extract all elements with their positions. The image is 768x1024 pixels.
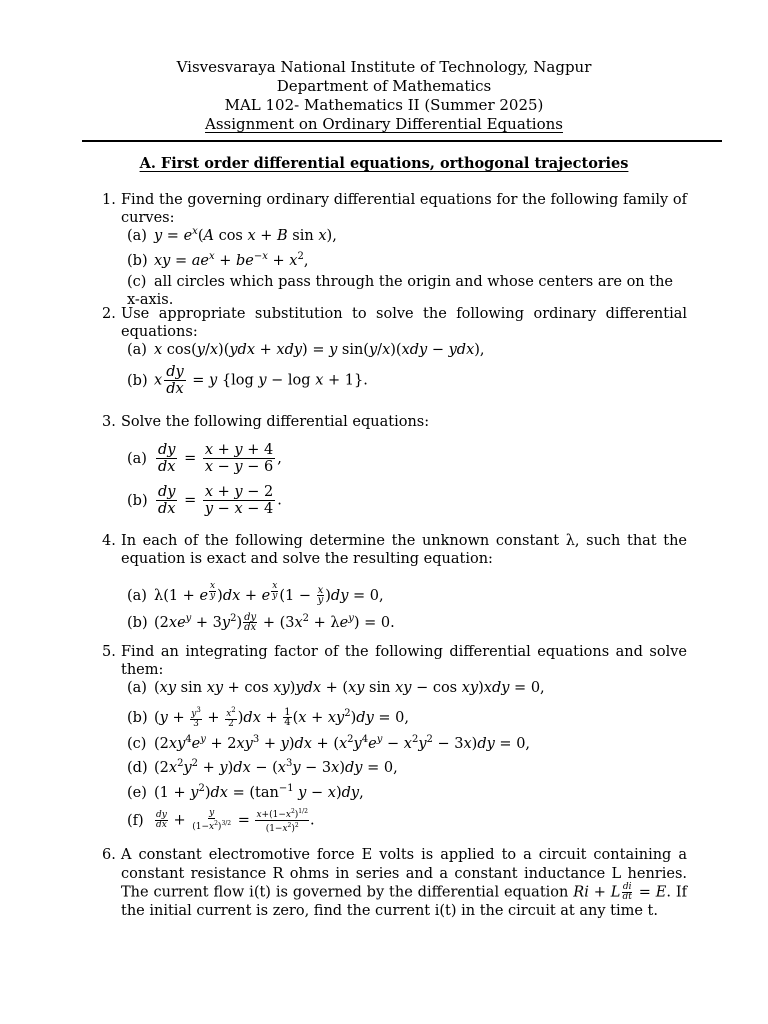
q4-item-a: (a) λ(1 + e $^{\frac{x}{y}}$ )dx + e $^{\frac{x}{y}}$ (1 − $\frac{x}{y}$ )dy = 0, bbox=[127, 581, 384, 607]
q2-item-a: (a) x cos(y/x)(ydx + xdy) = y sin(y/x)(xdy − ydx), bbox=[127, 342, 485, 358]
header-rule bbox=[82, 140, 722, 142]
q3-item-b: (b) $\frac{dy}{dx}$ = $\frac{x + y - 2}{y - x - 4}$ . bbox=[127, 484, 282, 517]
q3-item-a: (a) $\frac{dy}{dx}$ = $\frac{x + y + 4}{x - y - 6}$ , bbox=[127, 442, 282, 475]
question-3: 3. Solve the following differential equations: bbox=[102, 413, 687, 431]
department-name: Department of Mathematics bbox=[276, 77, 492, 95]
q5-item-f: (f) $\frac{dy}{dx}$ + $\frac{y}{(1-x^2)^{3/2}}$ = $\frac{x+(1-x^2)^{1/2}}{(1-x^2)^2}$ . bbox=[127, 808, 315, 834]
q1-item-c: (c) all circles which pass through the origin and whose centers are on the x-axis. bbox=[127, 274, 674, 308]
question-6: 6. A constant electromotive force E volts is applied to a circuit containing a constant resistance R ohms in series and a constant inductance L henries. The current flow i(t) is governed by the differential equation Ri + L $\frac{di}{dt}$ = E. If the initial current is zero, find the current i(t) in the circuit at any time t. bbox=[102, 847, 687, 919]
question-5-text: Find an integrating factor of the following differential equations and solve them: bbox=[121, 644, 687, 678]
q4-item-b: (b) $(2xe^y + 3y^2)$ $\frac{dy}{dx}$ + $(3x^2 + \lambda e^y) = 0$. bbox=[127, 612, 395, 634]
question-1: 1. Find the governing ordinary differential equations for the following family of curves: bbox=[102, 192, 687, 226]
section-a-heading: A. First order differential equations, orthogonal trajectories bbox=[139, 155, 629, 172]
question-4-text: In each of the following determine the unknown constant λ, such that the equation is exact and solve the resulting equation: bbox=[121, 533, 687, 567]
question-6-text: A constant electromotive force E volts is applied to a circuit containing a constant resistance R ohms in series and a constant inductance L henries. The current flow i(t) is governed by the differential equation Ri + L $\frac{di}{dt}$ = E. If the initial current is zero, find the current i(t) in the circuit at any time t. bbox=[121, 847, 687, 919]
document-header bbox=[0, 58, 768, 134]
question-1-text: Find the governing ordinary differential equations for the following family of curves: bbox=[121, 192, 687, 226]
q5-item-a: (a) (xy sin xy + cos xy)ydx + (xy sin xy − cos xy)xdy = 0, bbox=[127, 680, 545, 696]
course-title: MAL 102- Mathematics II (Summer 2025) bbox=[224, 96, 544, 114]
question-2-text: Use appropriate substitution to solve the following ordinary differential equations: bbox=[121, 306, 687, 340]
q1-item-a: (a) $y = e^x(A$ cos x + B sin x), bbox=[127, 226, 337, 244]
institute-name: Visvesvaraya National Institute of Technology, Nagpur bbox=[176, 58, 592, 76]
question-2: 2. Use appropriate substitution to solve the following ordinary differential equations: bbox=[102, 306, 687, 340]
q5-item-d: (d) $(2x^2y^2 + y)dx - (x^3y - 3x)dy = 0$, bbox=[127, 758, 398, 776]
assignment-title: Assignment on Ordinary Differential Equations bbox=[205, 115, 563, 133]
q5-item-c: (c) $(2xy^4e^y + 2xy^3 + y)dx + (x^2y^4e^y - x^2y^2 - 3x)dy = 0$, bbox=[127, 734, 531, 752]
q5-item-b: (b) (y + $\frac{y^3}{3}$ + $\frac{x^2}{2}$ )dx + $\frac{1}{4}$ $(x + xy^2)dy = 0$, bbox=[127, 706, 409, 730]
q2-item-b: (b) x $\frac{dy}{dx}$ = y {log y − log x + 1}. bbox=[127, 364, 368, 397]
question-4: 4. In each of the following determine the unknown constant λ, such that the equation is exact and solve the resulting equation: bbox=[102, 533, 687, 567]
q1-item-b: (b) xy = $ae^x + be^{-x} + x^2$, bbox=[127, 251, 309, 269]
question-3-text: Solve the following differential equations: bbox=[121, 414, 430, 430]
question-5: 5. Find an integrating factor of the following differential equations and solve them: bbox=[102, 644, 687, 678]
q5-item-e: (e) $(1 + y^2)dx = (\tan^{-1}$ y − x)dy, bbox=[127, 783, 364, 801]
